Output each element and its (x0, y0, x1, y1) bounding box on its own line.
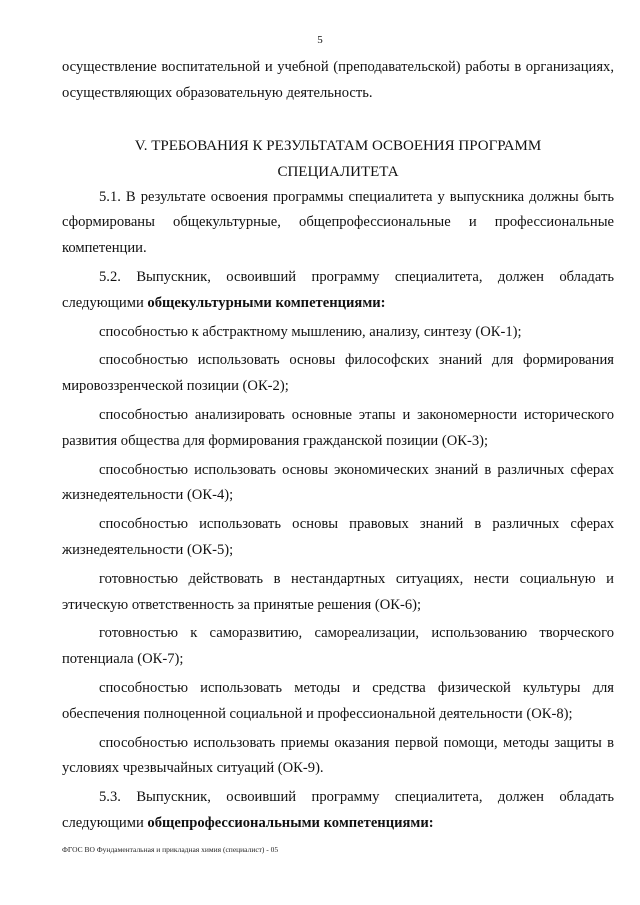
paragraph-continuation: осуществление воспитательной и учебной (преподавательской) работы в организациях, осуществляющих образовательную деятельность. (62, 59, 614, 101)
paragraph-5-2-bold: общекультурными компетенциями: (147, 294, 386, 311)
paragraph-5-2 (62, 265, 614, 317)
competence-ok-9: способностью использовать приемы оказания первой помощи, методы защиты в условиях чрезвычайных ситуаций (ОК-9). (62, 734, 614, 777)
page-body (62, 55, 614, 837)
competence-ok-8: способностью использовать методы и средства физической культуры для обеспечения полноценной социальной и профессиональной деятельности (ОК-8); (62, 679, 614, 722)
competence-ok-2: способностью использовать основы философских знаний для формирования мировоззренческой позиции (ОК-2); (62, 352, 614, 395)
competence-ok-1: способностью к абстрактному мышлению, анализу, синтезу (ОК-1); (99, 323, 522, 340)
section-heading-line-2: СПЕЦИАЛИТЕТА (277, 163, 399, 180)
competence-ok-5: способностью использовать основы правовых знаний в различных сферах жизнедеятельности (ОК-5); (62, 516, 614, 558)
competence-ok-4: способностью использовать основы экономических знаний в различных сферах жизнедеятельности (ОК-4); (62, 461, 614, 504)
competence-ok-3: способностью анализировать основные этапы и закономерности исторического развития общества для формирования гражданской позиции (ОК-3); (62, 406, 614, 449)
competence-ok-7: готовностью к саморазвитию, самореализации, использованию творческого потенциала (ОК-7); (62, 625, 614, 668)
paragraph-5-2-text: 5.2. Выпускник, освоивший программу специалитета, должен обладать следующими (62, 268, 614, 311)
paragraph-5-1: 5.1. В результате освоения программы специалитета у выпускника должны быть сформированы общекультурные, общепрофессиональные и профессиональные компетенции. (62, 188, 614, 257)
page-footer: ФГОС ВО Фундаментальная и прикладная химия (специалист) - 05 (62, 845, 279, 854)
paragraph-5-3-bold: общепрофессиональными компетенциями: (147, 814, 434, 831)
paragraph-5-3 (62, 785, 614, 837)
competence-ok-6: готовностью действовать в нестандартных ситуациях, нести социальную и этическую ответственность за принятые решения (ОК-6); (62, 570, 614, 613)
paragraph-5-3-text: 5.3. Выпускник, освоивший программу специалитета, должен обладать следующими (62, 789, 614, 831)
section-heading (62, 133, 614, 185)
section-heading-line-1: V. ТРЕБОВАНИЯ К РЕЗУЛЬТАТАМ ОСВОЕНИЯ ПРОГРАММ (134, 137, 542, 154)
page-number: 5 (317, 34, 323, 46)
